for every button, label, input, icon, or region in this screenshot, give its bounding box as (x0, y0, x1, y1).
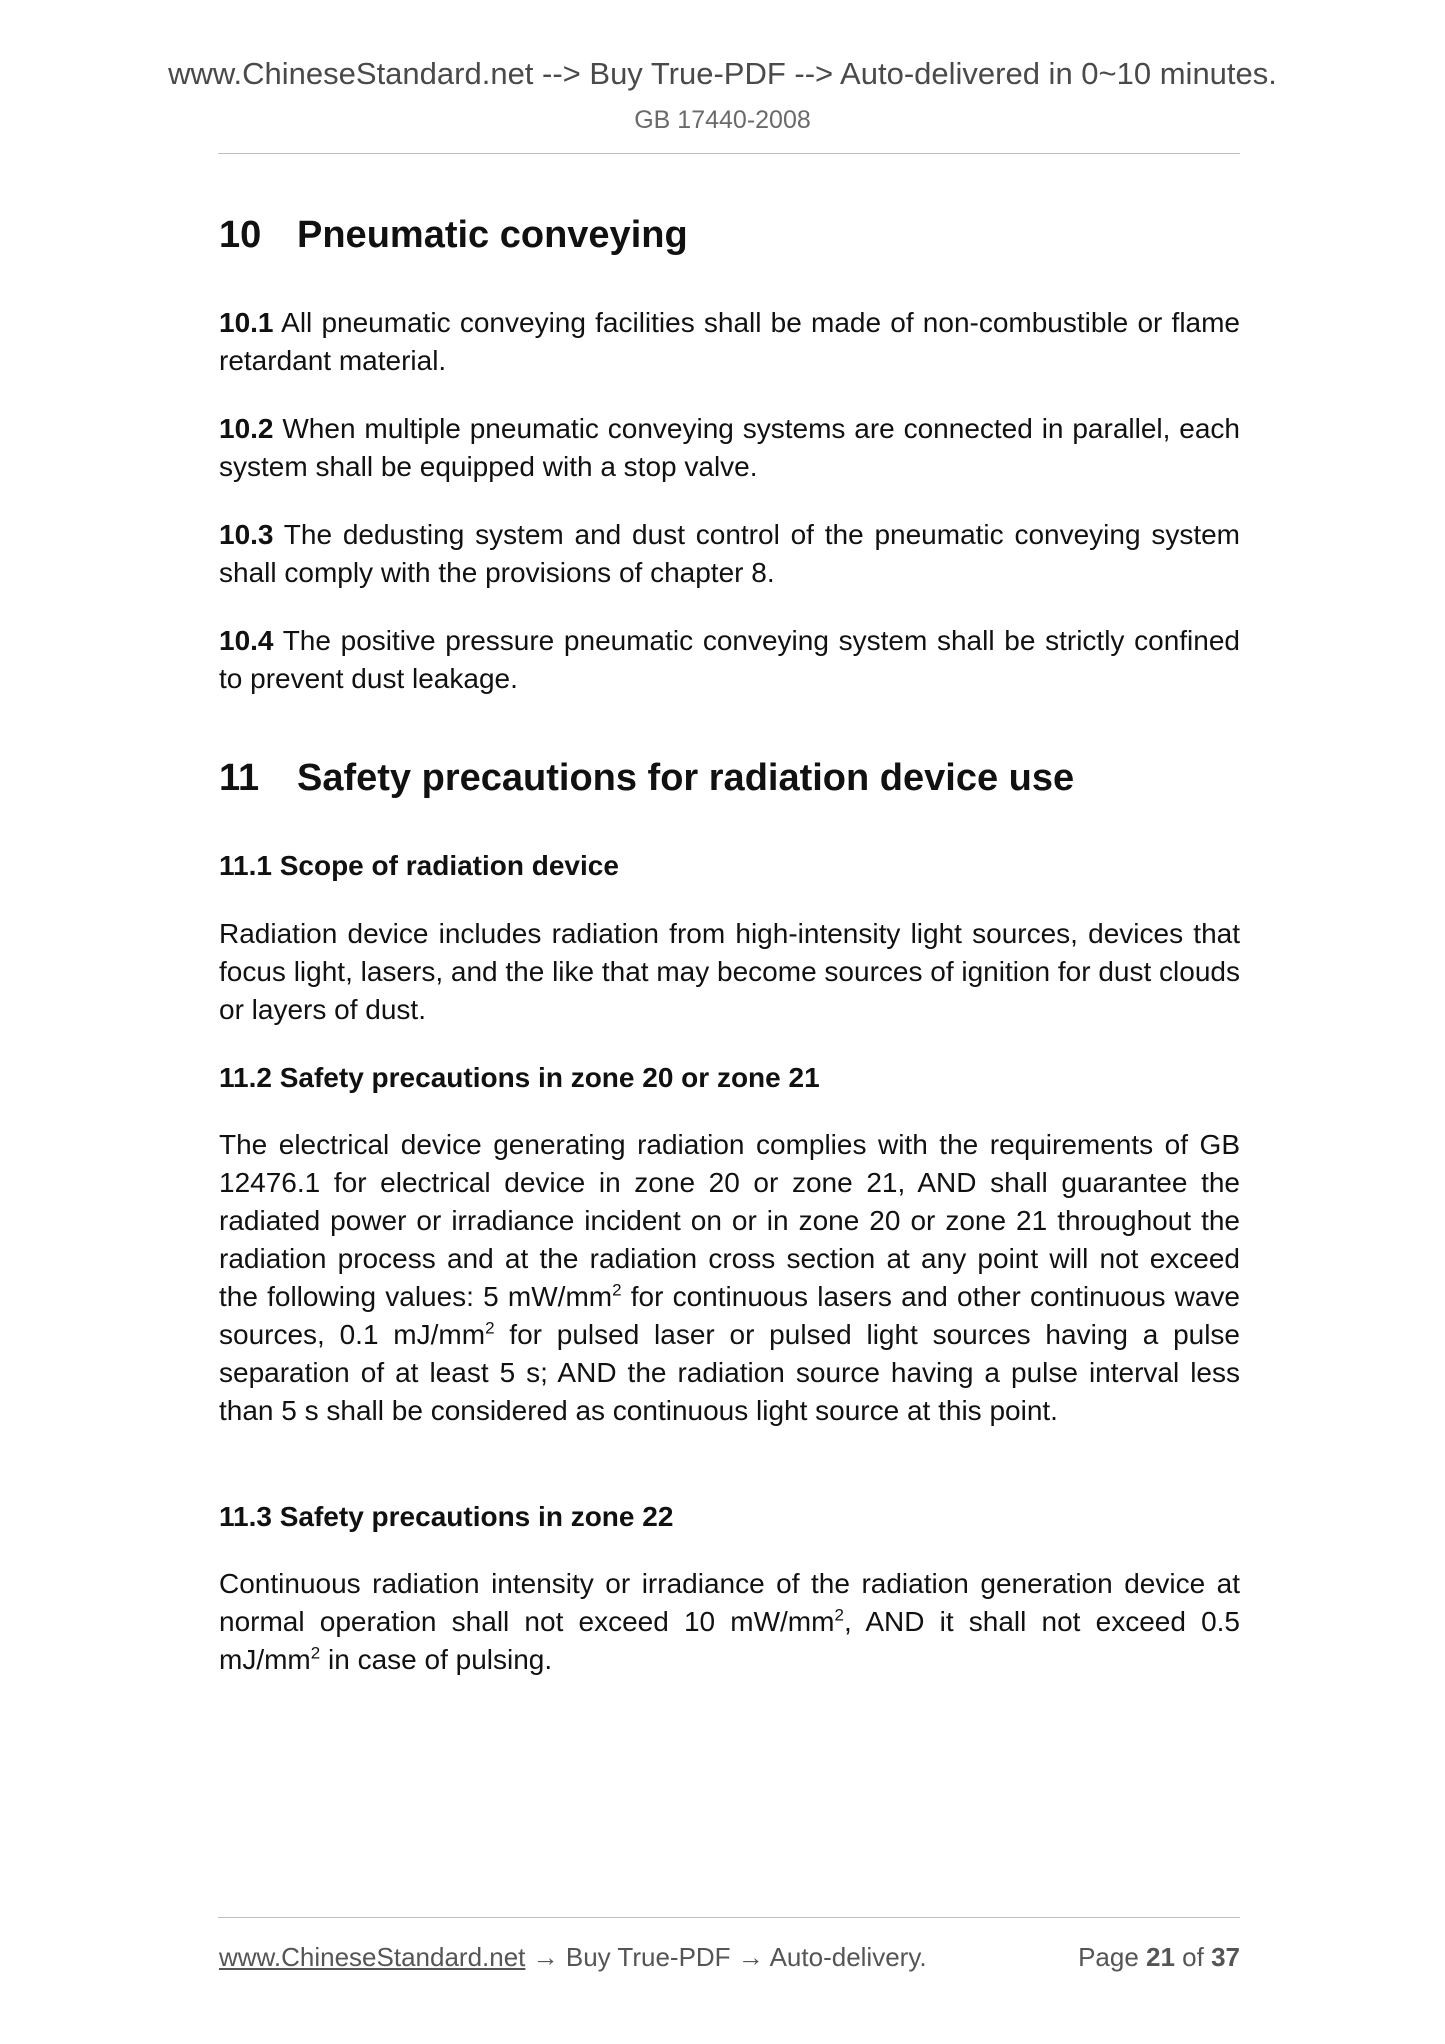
header-banner: www.ChineseStandard.net --> Buy True-PDF --> Auto-delivered in 0~10 minutes. (168, 56, 1277, 91)
clause-text: The positive pressure pneumatic conveying system shall be strictly confined to prevent dust leakage. (219, 625, 1240, 694)
arrow-right-icon: → (730, 1942, 770, 1972)
subsection-11-3-heading: 11.3 Safety precautions in zone 22 (219, 1501, 674, 1532)
section-title: Pneumatic conveying (297, 214, 688, 256)
clause-text: All pneumatic conveying facilities shall be made of non-combustible or flame retardant material. (219, 307, 1241, 376)
clause-10-1 (219, 304, 1240, 380)
footer-delivery-text: Auto-delivery. (769, 1942, 927, 1972)
section-11-heading (219, 759, 1074, 797)
subsection-11-3-text: Continuous radiation intensity or irradiance of the radiation generation device at normal operation shall not exceed 10 $mW/mm^2$, AND it shall not exceed 0.5 $mJ/mm^2$ in case of pulsing. (219, 1568, 1241, 1675)
clause-number: 10.2 (219, 413, 274, 444)
clause-text: The dedusting system and dust control of the pneumatic conveying system shall comply with the provisions of chapter 8. (219, 519, 1240, 588)
page-footer (219, 1940, 1240, 1974)
clause-number: 10.1 (219, 307, 274, 338)
arrow-right-icon: → (525, 1942, 566, 1972)
section-number: 11 (219, 757, 260, 799)
header-divider (218, 153, 1240, 154)
clause-10-4 (219, 622, 1240, 698)
clause-text: When multiple pneumatic conveying systems are connected in parallel, each system shall be equipped with a stop valve. (219, 413, 1240, 482)
clause-10-2 (219, 410, 1240, 486)
section-10-heading (219, 216, 688, 254)
superscript: 2 (310, 1643, 321, 1663)
current-page: 21 (1146, 1942, 1175, 1972)
total-pages: 37 (1211, 1942, 1240, 1972)
subsection-11-2-text: The electrical device generating radiation complies with the requirements of GB 12476.1 for electrical device in zone 20 or zone 21, AND shall guarantee the radiated power or irradiance incident on or in zone 20 or zone 21 throughout the radiation process and at the radiation cross section at any point will not exceed the following values: 5 $mW/mm^2$ for continuous lasers and other continuous wave sources, 0.1 $mJ/mm^2$ for pulsed laser or pulsed light sources having a pulse separation of at least 5 s; AND the radiation source having a pulse interval less than 5 s shall be considered as continuous light source at this point. (219, 1129, 1241, 1426)
superscript: 2 (834, 1605, 844, 1625)
clause-number: 10.4 (219, 625, 274, 656)
footer-buy-text: Buy True-PDF (565, 1942, 731, 1972)
subsection-11-1-heading: 11.1 Scope of radiation device (219, 850, 619, 881)
subsection-11-1-text: Radiation device includes radiation from high-intensity light sources, devices that focus light, lasers, and the like that may become sources of ignition for dust clouds or layers of dust. (219, 918, 1240, 1025)
section-number: 10 (219, 214, 262, 256)
subsection-11-2-heading: 11.2 Safety precautions in zone 20 or zone 21 (219, 1062, 820, 1093)
superscript: 2 (612, 1280, 622, 1300)
document-id: GB 17440-2008 (634, 106, 811, 134)
superscript: 2 (485, 1318, 495, 1338)
clause-number: 10.3 (219, 519, 274, 550)
section-title: Safety precautions for radiation device use (297, 757, 1075, 799)
footer-divider (218, 1917, 1240, 1918)
footer-site-link[interactable]: www.ChineseStandard.net (219, 1942, 526, 1972)
page-number: Page 21 of 37 (1078, 1942, 1240, 1972)
footer-promo (219, 1940, 927, 1974)
clause-10-3 (219, 516, 1240, 592)
